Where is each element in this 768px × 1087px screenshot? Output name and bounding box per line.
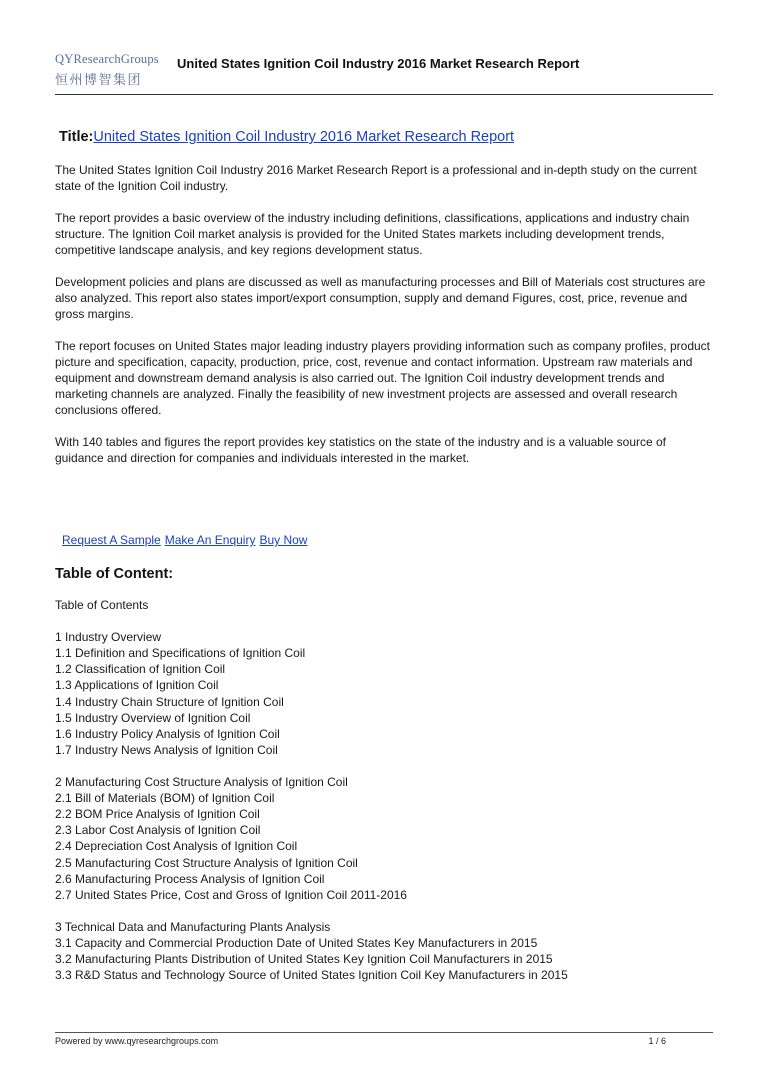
toc-item: 2.7 United States Price, Cost and Gross of Ignition Coil 2011-2016 <box>55 887 407 902</box>
powered-by-text: Powered by www.qyresearchgroups.com <box>55 1036 219 1046</box>
report-description <box>55 162 717 482</box>
page-number: 1 / 6 <box>648 1036 666 1046</box>
logo-english: QYResearchGroups <box>55 52 159 66</box>
toc-item: 3 Technical Data and Manufacturing Plants Analysis <box>55 919 331 934</box>
toc-heading: Table of Content: <box>55 566 174 582</box>
page-header <box>55 50 713 95</box>
toc-item: 2.3 Labor Cost Analysis of Ignition Coil <box>55 823 261 838</box>
toc-item: 2 Manufacturing Cost Structure Analysis of Ignition Coil <box>55 775 348 790</box>
title-label: Title: <box>59 129 94 145</box>
report-title-link[interactable]: United States Ignition Coil Industry 2016 Market Research Report <box>93 129 515 145</box>
make-enquiry-link[interactable]: Make An Enquiry <box>164 533 256 547</box>
toc-item: 1.2 Classification of Ignition Coil <box>55 662 226 677</box>
logo-chinese: 恒州博智集团 <box>55 72 143 87</box>
paragraph: The report provides a basic overview of the industry including definitions, classifications, applications and industry chain structure. The Ignition Coil market analysis is provided for the United States markets including development trends, competitive landscape analysis, and key regions development status. <box>55 211 690 257</box>
report-title <box>59 129 514 145</box>
paragraph: With 140 tables and figures the report provides key statistics on the state of the industry and is a valuable source of guidance and direction for companies and individuals interested in the market. <box>55 435 667 465</box>
toc-item: 1.1 Definition and Specifications of Ignition Coil <box>55 646 306 661</box>
action-links <box>62 533 311 547</box>
toc-item: 2.2 BOM Price Analysis of Ignition Coil <box>55 807 260 822</box>
toc-item: 3.2 Manufacturing Plants Distribution of United States Key Ignition Coil Manufacturers in 2015 <box>55 952 553 967</box>
toc-item: 1 Industry Overview <box>55 630 162 645</box>
company-logo <box>55 50 170 90</box>
toc-item: 1.6 Industry Policy Analysis of Ignition Coil <box>55 726 280 741</box>
paragraph: The report focuses on United States major leading industry players providing information such as company profiles, product picture and specification, capacity, production, price, cost, revenue and contact information. Upstream raw materials and equipment and downstream demand analysis is also carried out. The Ignition Coil industry development trends and marketing channels are analyzed. Finally the feasibility of new investment projects are assessed and overall research conclusions offered. <box>55 339 711 417</box>
buy-now-link[interactable]: Buy Now <box>259 533 308 547</box>
toc-item: 1.4 Industry Chain Structure of Ignition Coil <box>55 694 284 709</box>
toc-item: 2.4 Depreciation Cost Analysis of Ignition Coil <box>55 839 298 854</box>
toc-item: 2.5 Manufacturing Cost Structure Analysis of Ignition Coil <box>55 855 358 870</box>
table-of-contents <box>55 597 715 983</box>
toc-item: 1.7 Industry News Analysis of Ignition Coil <box>55 742 278 757</box>
toc-item: 1.5 Industry Overview of Ignition Coil <box>55 710 251 725</box>
toc-intro: Table of Contents <box>55 598 149 612</box>
toc-item: 3.3 R&D Status and Technology Source of United States Ignition Coil Key Manufacturers in 2015 <box>55 968 568 983</box>
toc-item: 2.6 Manufacturing Process Analysis of Ignition Coil <box>55 871 325 886</box>
page-footer <box>55 1032 713 1046</box>
toc-item: 3.1 Capacity and Commercial Production Date of United States Key Manufacturers in 2015 <box>55 935 538 950</box>
paragraph: The United States Ignition Coil Industry 2016 Market Research Report is a professional and in-depth study on the current state of the Ignition Coil industry. <box>55 163 697 193</box>
paragraph: Development policies and plans are discussed as well as manufacturing processes and Bill of Materials cost structures are also analyzed. This report also states import/export consumption, supply and demand Figures, cost, price, revenue and gross margins. <box>55 275 706 321</box>
toc-item: 1.3 Applications of Ignition Coil <box>55 678 219 693</box>
header-title: United States Ignition Coil Industry 2016 Market Research Report <box>177 56 580 71</box>
request-sample-link[interactable]: Request A Sample <box>62 533 161 547</box>
toc-item: 2.1 Bill of Materials (BOM) of Ignition Coil <box>55 791 275 806</box>
